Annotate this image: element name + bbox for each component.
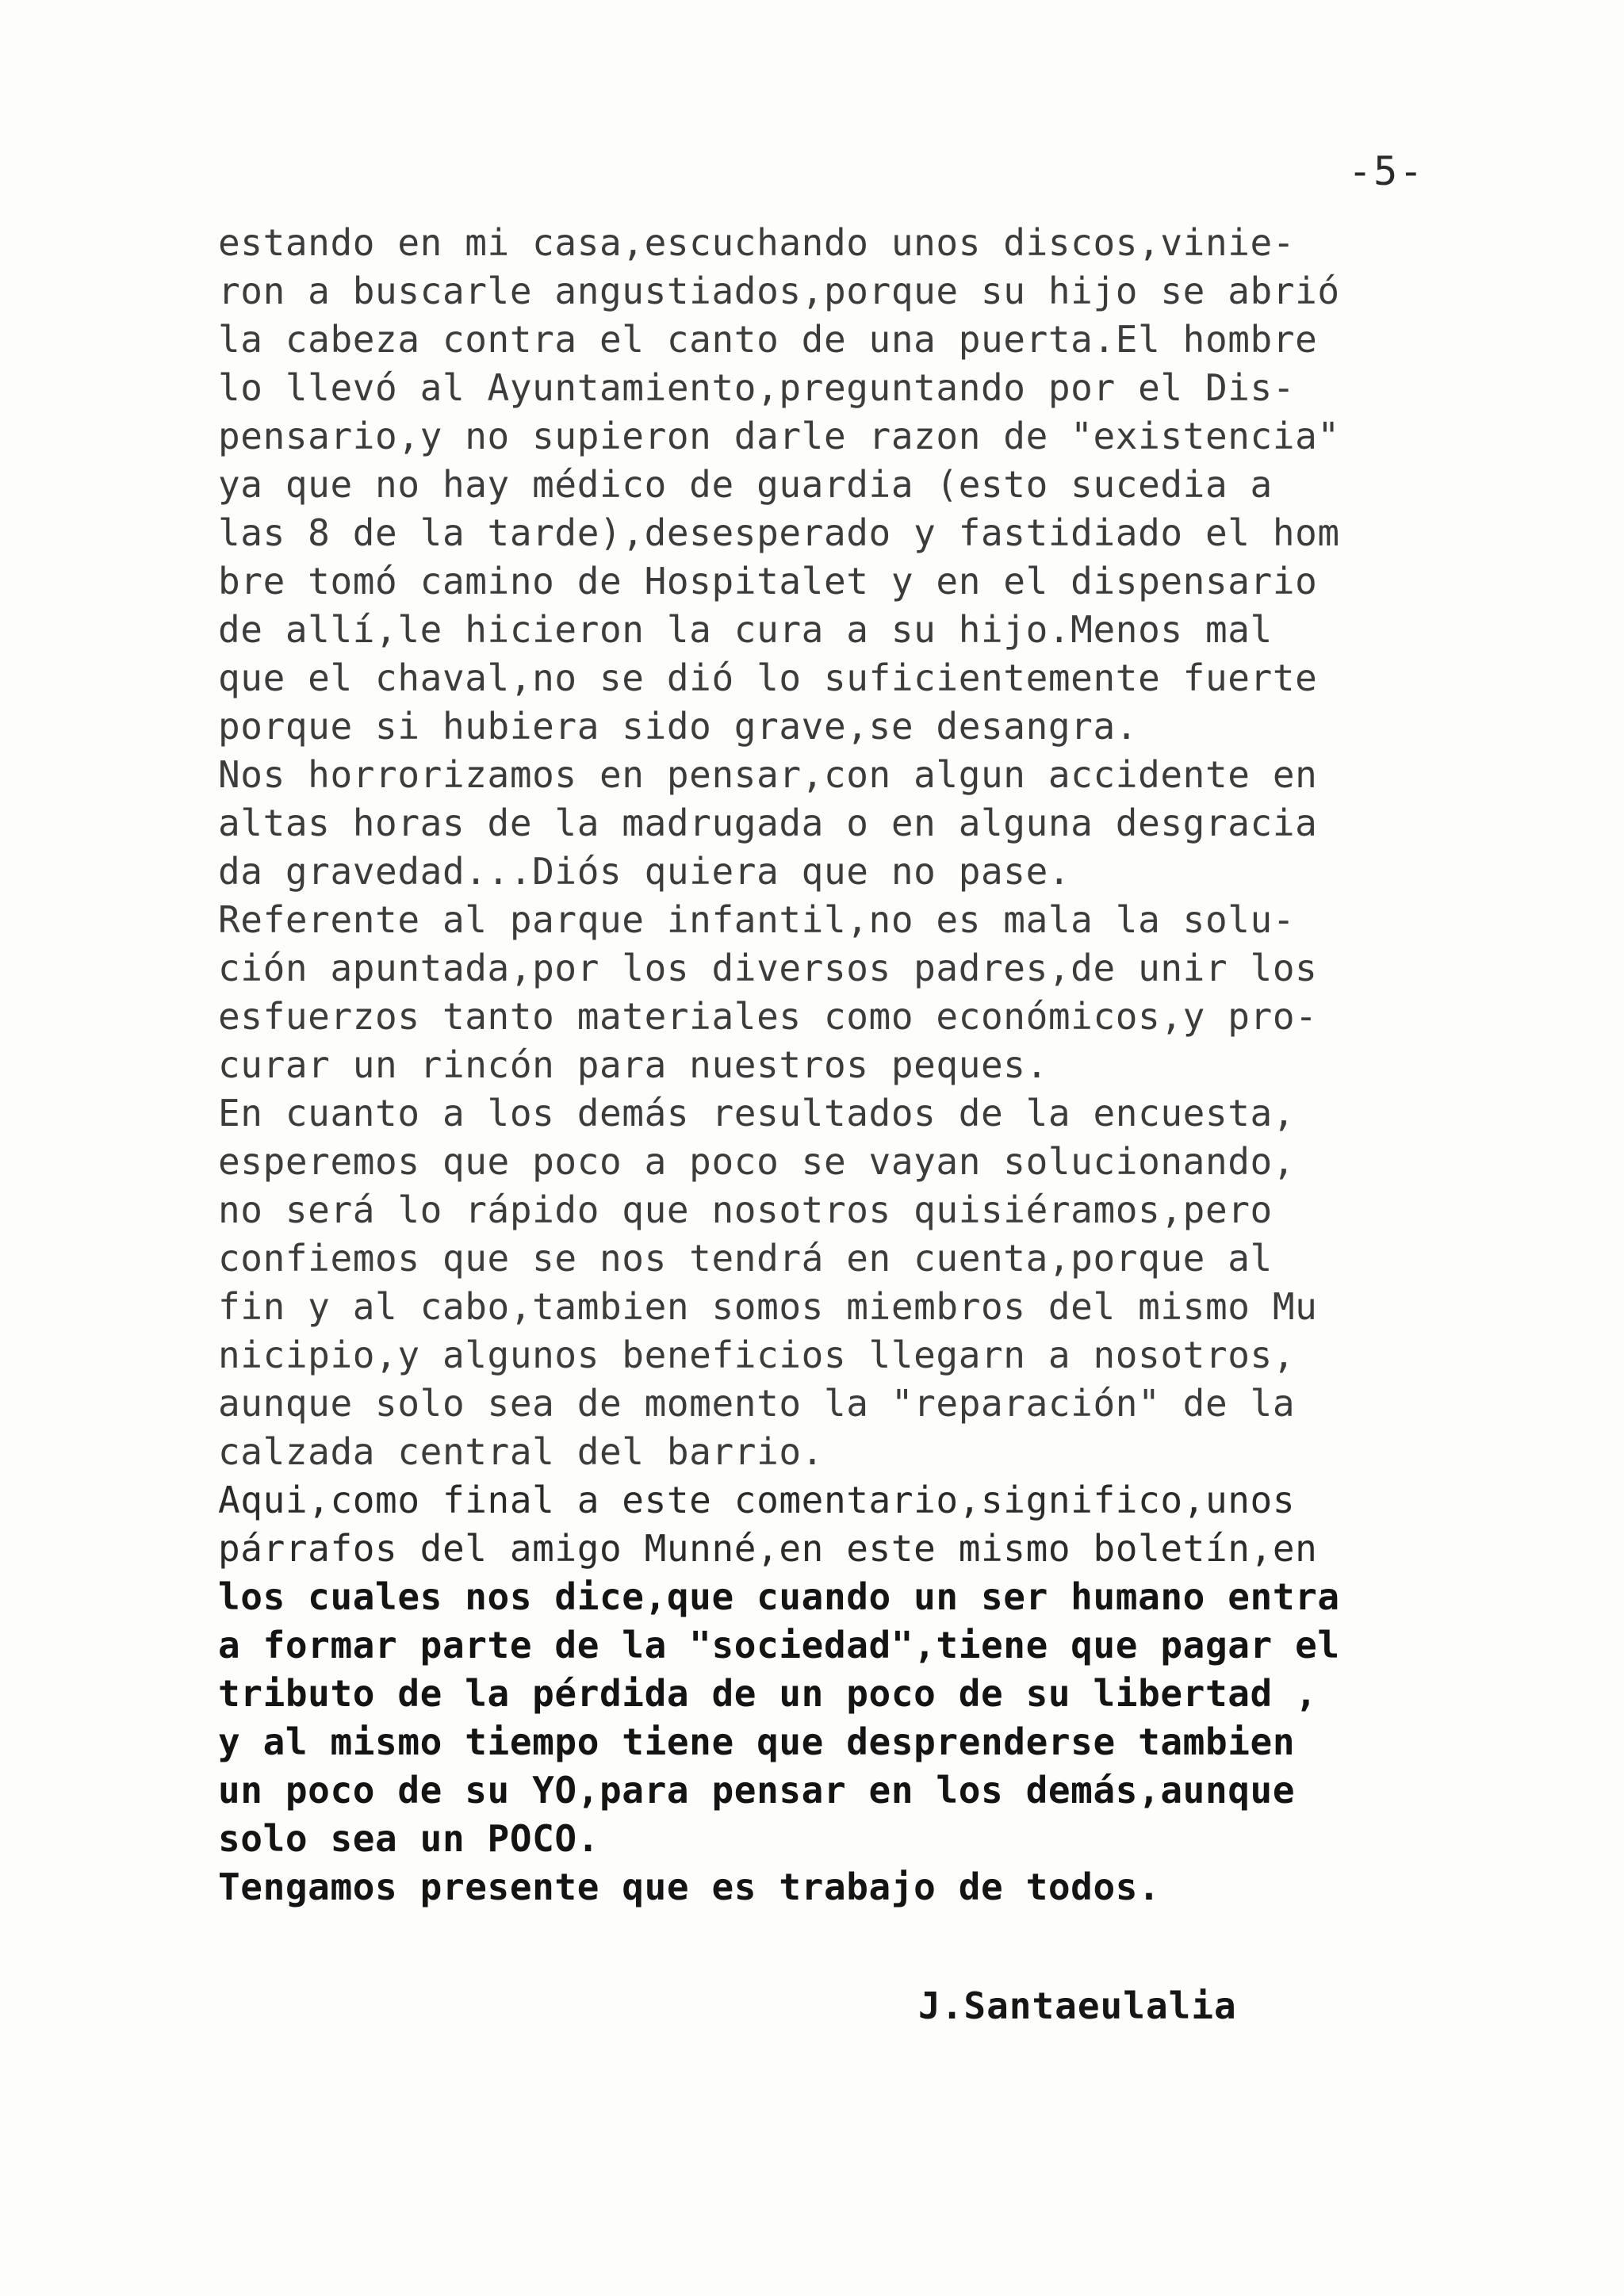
text-line: calzada central del barrio. [218, 1430, 824, 1473]
text-line: En cuanto a los demás resultados de la encuesta, [218, 1092, 1296, 1135]
text-line: y al mismo tiempo tiene que desprenderse tambien [218, 1720, 1296, 1763]
text-line: Tengamos presente que es trabajo de todos. [218, 1866, 1161, 1908]
text-line: esfuerzos tanto materiales como económicos,y pro- [218, 995, 1318, 1038]
text-line: altas horas de la madrugada o en alguna desgracia [218, 802, 1318, 844]
text-line: confiemos que se nos tendrá en cuenta,porque al [218, 1237, 1273, 1280]
text-line: aunque solo sea de momento la "reparación" de la [218, 1382, 1296, 1425]
text-line: porque si hubiera sido grave,se desangra. [218, 705, 1139, 748]
text-line: lo llevó al Ayuntamiento,preguntando por el Dis- [218, 366, 1296, 409]
text-line: da gravedad...Diós quiera que no pase. [218, 850, 1071, 893]
text-line: bre tomó camino de Hospitalet y en el dispensario [218, 560, 1318, 603]
text-line: nicipio,y algunos beneficios llegarn a nosotros, [218, 1334, 1296, 1376]
text-line: párrafos del amigo Munné,en este mismo boletín,en [218, 1527, 1318, 1570]
text-line: de allí,le hicieron la cura a su hijo.Menos mal [218, 608, 1273, 651]
text-line: solo sea un POCO. [218, 1817, 600, 1860]
text-line: Aqui,como final a este comentario,significo,unos [218, 1479, 1296, 1521]
text-line: ron a buscarle angustiados,porque su hijo se abrió [218, 270, 1340, 312]
text-line: ya que no hay médico de guardia (esto sucedia a [218, 463, 1273, 506]
text-line: ción apuntada,por los diversos padres,de unir los [218, 947, 1318, 989]
text-line: un poco de su YO,para pensar en los demás,aunque [218, 1769, 1296, 1812]
text-line: los cuales nos dice,que cuando un ser humano entra [218, 1575, 1340, 1618]
text-line: Nos horrorizamos en pensar,con algun accidente en [218, 753, 1318, 796]
text-line: la cabeza contra el canto de una puerta.El hombre [218, 318, 1318, 361]
text-line: tributo de la pérdida de un poco de su libertad , [218, 1672, 1318, 1715]
text-line: esperemos que poco a poco se vayan solucionando, [218, 1140, 1296, 1183]
text-line: estando en mi casa,escuchando unos discos,vinie- [218, 221, 1296, 264]
text-line: las 8 de la tarde),desesperado y fastidiado el hom [218, 511, 1340, 554]
page-number: -5- [1348, 148, 1425, 194]
text-line: a formar parte de la "sociedad",tiene que pagar el [218, 1624, 1340, 1667]
signature: J.Santaeulalia [918, 1984, 1237, 2027]
text-line: Referente al parque infantil,no es mala la solu- [218, 898, 1296, 941]
text-line: no será lo rápido que nosotros quisiéramos,pero [218, 1188, 1273, 1231]
text-line: pensario,y no supieron darle razon de "existencia" [218, 415, 1340, 457]
text-line: curar un rincón para nuestros peques. [218, 1043, 1048, 1086]
body-text [218, 219, 1487, 1911]
text-line: que el chaval,no se dió lo suficientemente fuerte [218, 656, 1318, 699]
text-line: fin y al cabo,tambien somos miembros del mismo Mu [218, 1285, 1318, 1328]
